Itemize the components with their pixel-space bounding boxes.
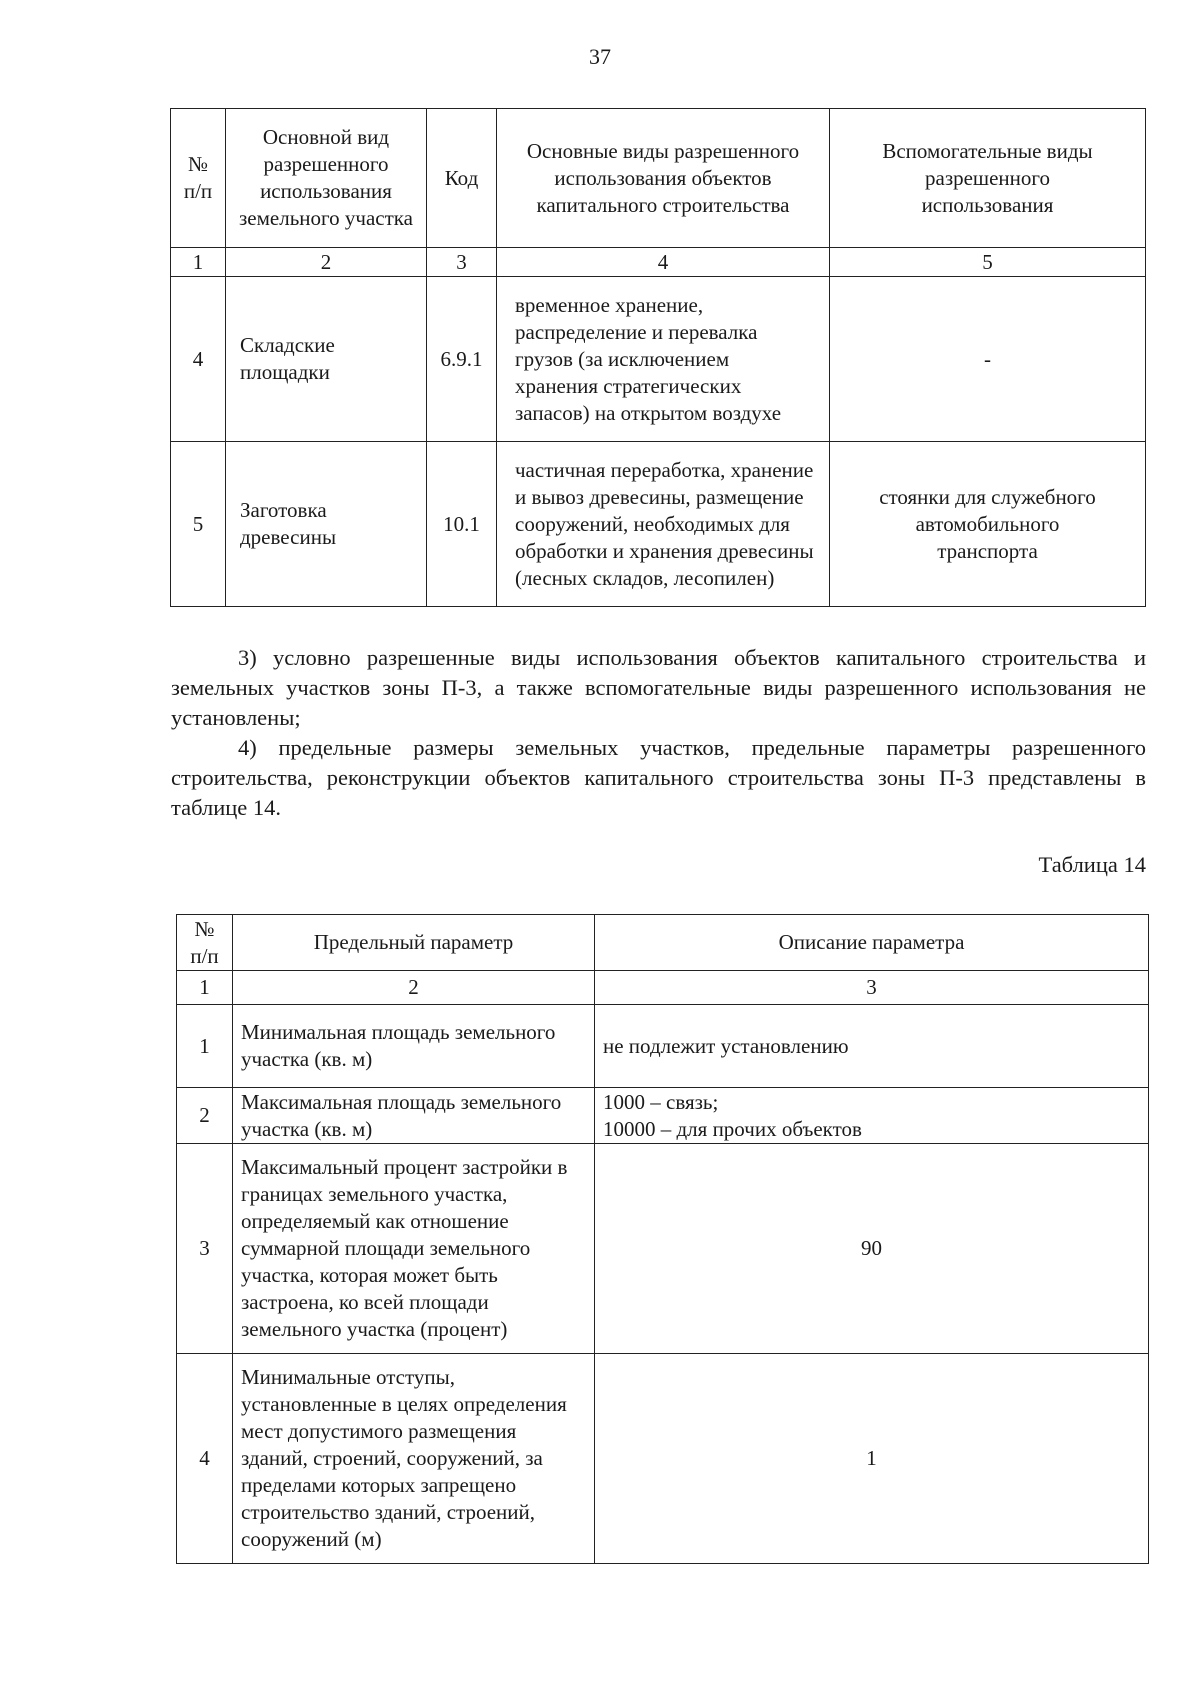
row-number: 4	[177, 1354, 233, 1564]
table-row	[177, 1088, 1149, 1144]
paragraph-4: 4) предельные размеры земельных участков, предельные параметры разрешенного строительства, реконструкции объектов капитального строительства зоны П-3 представлены в таблице 14.	[171, 735, 1146, 820]
column-number: 2	[226, 248, 427, 277]
header-main-use: Основной вид разрешенного использования земельного участка	[226, 109, 427, 248]
row-number: 5	[171, 442, 226, 607]
header-parameter: Предельный параметр	[233, 915, 595, 971]
parameters-table	[176, 914, 1149, 1564]
paragraph-3: 3) условно разрешенные виды использования объектов капитального строительства и земельных участков зоны П-3, а также вспомогательные виды разрешенного использования не установлены;	[171, 645, 1146, 730]
table-row	[171, 442, 1146, 607]
table-row	[177, 1354, 1149, 1564]
page-number: 37	[589, 44, 611, 69]
header-code: Код	[427, 109, 497, 248]
table-row	[177, 1144, 1149, 1354]
row-use-name: Складские площадки	[226, 277, 427, 442]
row-parameter: Минимальная площадь земельного участка (кв. м)	[233, 1005, 595, 1088]
column-numbers-row	[177, 971, 1149, 1005]
row-code: 10.1	[427, 442, 497, 607]
column-number: 3	[427, 248, 497, 277]
header-number: № п/п	[177, 915, 233, 971]
row-main-uses: временное хранение, распределение и перевалка грузов (за исключением хранения стратегических запасов) на открытом воздухе	[497, 277, 830, 442]
row-description: 1	[595, 1354, 1149, 1564]
row-use-name: Заготовка древесины	[226, 442, 427, 607]
row-number: 4	[171, 277, 226, 442]
column-numbers-row	[171, 248, 1146, 277]
header-auxiliary-uses: Вспомогательные виды разрешенного использования	[830, 109, 1146, 248]
row-number: 3	[177, 1144, 233, 1354]
row-main-uses: частичная переработка, хранение и вывоз древесины, размещение сооружений, необходимых для обработки и хранения древесины (лесных складов, лесопилен)	[497, 442, 830, 607]
column-number: 2	[233, 971, 595, 1005]
row-parameter: Максимальная площадь земельного участка (кв. м)	[233, 1088, 595, 1144]
row-code: 6.9.1	[427, 277, 497, 442]
header-description: Описание параметра	[595, 915, 1149, 971]
row-description: 1000 – связь; 10000 – для прочих объектов	[595, 1088, 1149, 1144]
row-parameter: Максимальный процент застройки в границах земельного участка, определяемый как отношение суммарной площади земельного участка, которая может быть застроена, ко всей площади земельного участка (процент)	[233, 1144, 595, 1354]
row-number: 2	[177, 1088, 233, 1144]
table-caption: Таблица 14	[1038, 852, 1146, 877]
row-description: 90	[595, 1144, 1149, 1354]
row-auxiliary-uses: -	[830, 277, 1146, 442]
table-row	[177, 1005, 1149, 1088]
column-number: 4	[497, 248, 830, 277]
column-number: 3	[595, 971, 1149, 1005]
land-use-table	[170, 108, 1146, 607]
row-number: 1	[177, 1005, 233, 1088]
header-main-uses-capital: Основные виды разрешенного использования объектов капитального строительства	[497, 109, 830, 248]
column-number: 5	[830, 248, 1146, 277]
table-row	[171, 277, 1146, 442]
row-parameter: Минимальные отступы, установленные в целях определения мест допустимого размещения зданий, строений, сооружений, за пределами которых запрещено строительство зданий, строений, сооружений (м)	[233, 1354, 595, 1564]
row-auxiliary-uses: стоянки для служебного автомобильного транспорта	[830, 442, 1146, 607]
column-number: 1	[171, 248, 226, 277]
header-number: № п/п	[171, 109, 226, 248]
row-description: не подлежит установлению	[595, 1005, 1149, 1088]
column-number: 1	[177, 971, 233, 1005]
